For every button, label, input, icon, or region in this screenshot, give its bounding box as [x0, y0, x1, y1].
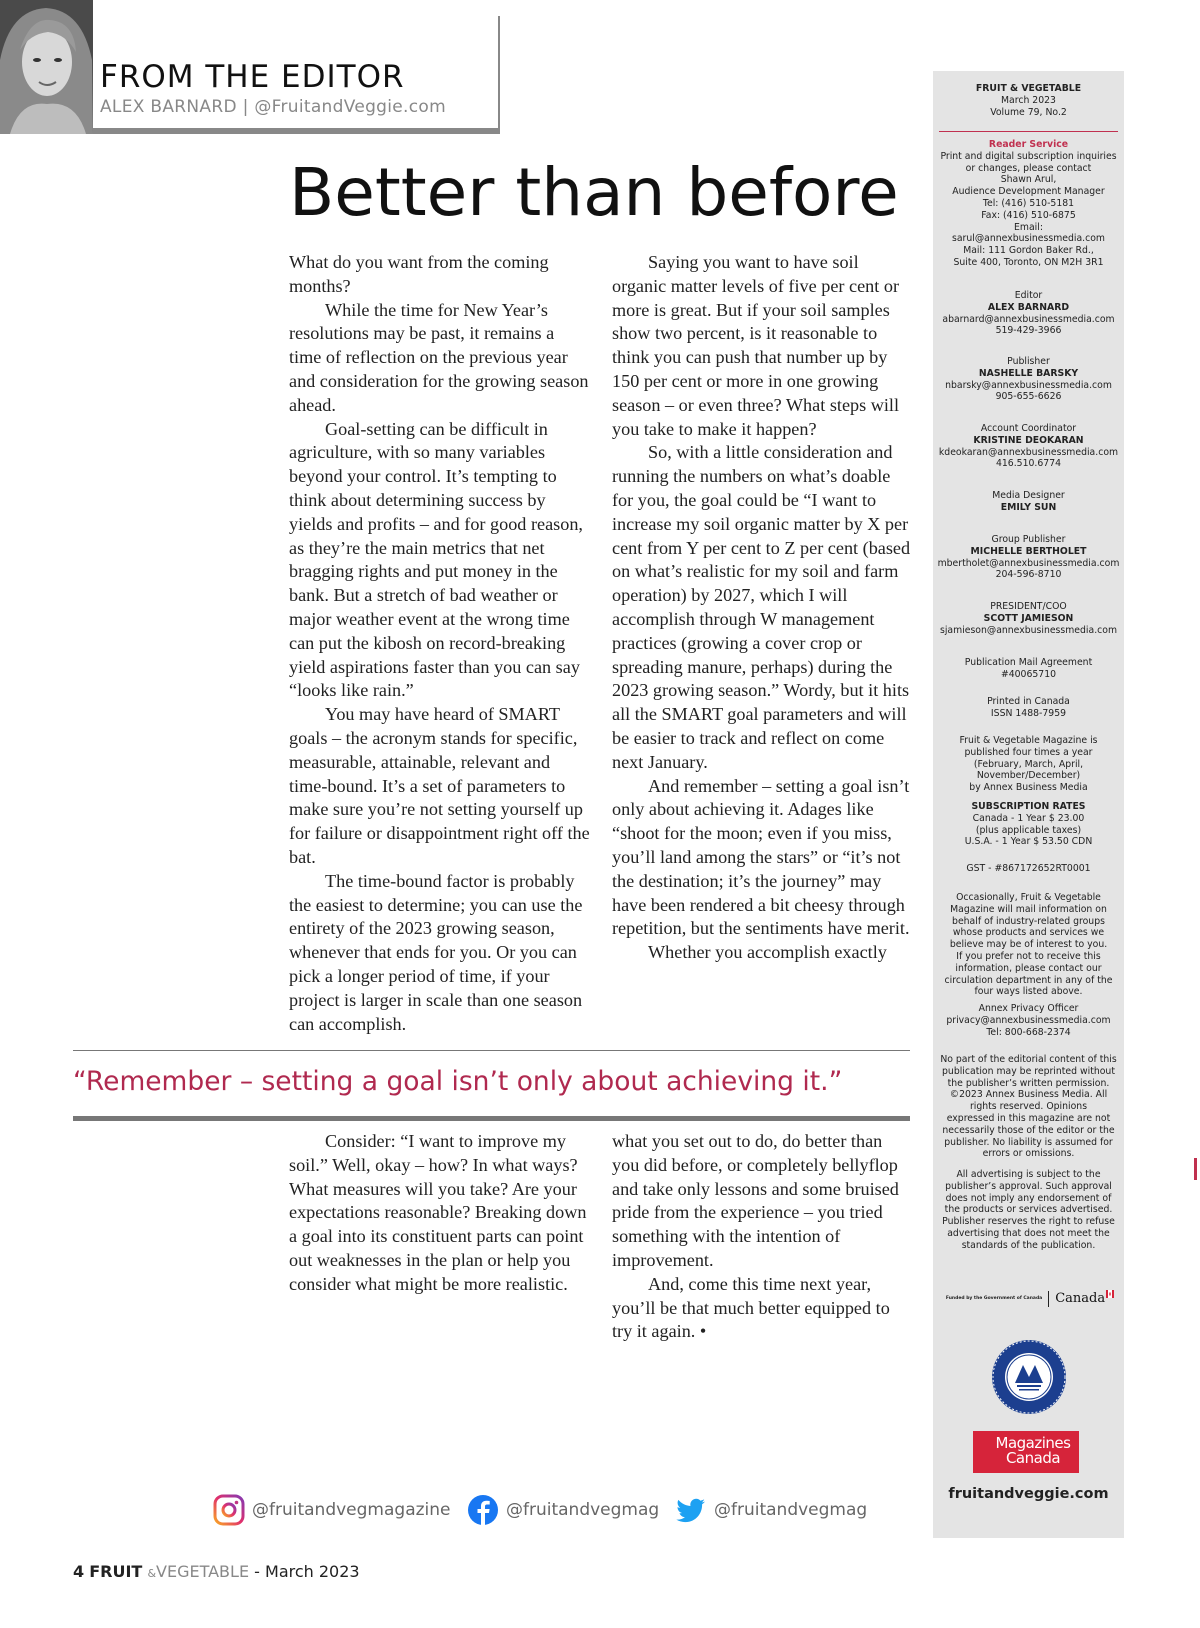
mailing-line: four ways listed above.	[974, 986, 1083, 998]
freq-line: published four times a year	[964, 746, 1093, 758]
ad-line: the products or services advertised.	[944, 1204, 1113, 1216]
masthead-volume: Volume 79, No.2	[990, 106, 1067, 118]
social-facebook[interactable]	[467, 1494, 659, 1526]
instagram-handle: @fruitandvegmagazine	[252, 1500, 451, 1520]
paragraph: You may have heard of SMART goals – the acronym stands for specific, measurable, attainable, relevant and time-bound. It’s a set of parameters to make sure you’re not setting yourself up for failure or disappointment right off the bat.	[289, 704, 590, 867]
account-email[interactable]: kdeokaran@annexbusinessmedia.com	[938, 446, 1119, 458]
masthead-rule	[939, 131, 1118, 132]
masthead-designer	[933, 490, 1124, 514]
ad-line: standards of the publication.	[961, 1239, 1096, 1251]
magazines-canada-line: Magazines	[995, 1434, 1071, 1452]
publisher-email[interactable]: nbarsky@annexbusinessmedia.com	[945, 379, 1112, 391]
privacy-role: Annex Privacy Officer	[978, 1003, 1079, 1014]
footer-date: - March 2023	[249, 1562, 360, 1581]
footer-fruit: FRUIT	[89, 1562, 143, 1581]
mail-agreement-label: Publication Mail Agreement	[964, 657, 1093, 668]
rs-email-link[interactable]: sarul@annexbusinessmedia.com	[952, 233, 1105, 245]
logo-divider	[1048, 1291, 1049, 1307]
ad-line: All advertising is subject to the	[956, 1169, 1101, 1180]
rs-line: Fax: (416) 510-6875	[981, 209, 1076, 221]
mailing-line: Magazine will mail information on	[950, 903, 1107, 915]
byline	[100, 99, 446, 116]
masthead-mail-agreement	[933, 657, 1124, 681]
website-link[interactable]: fruitandveggie.com	[948, 1486, 1109, 1502]
mail-agreement-number: #40065710	[1000, 668, 1057, 680]
instagram-icon	[213, 1494, 245, 1526]
editor-email[interactable]: abarnard@annexbusinessmedia.com	[942, 313, 1115, 325]
page-number: 4	[73, 1562, 85, 1581]
freq-line: Fruit & Vegetable Magazine is	[959, 735, 1098, 746]
masthead-privacy	[933, 1003, 1124, 1038]
paragraph: what you set out to do, do better than you did before, or completely bellyflop and take only lessons and some bruised pride from the experience – you tried something with the intention of improvement.	[612, 1131, 899, 1270]
mailing-line: information, please contact our	[955, 962, 1102, 974]
president-role: PRESIDENT/COO	[990, 601, 1067, 612]
mailing-line: circulation department in any of the	[944, 974, 1113, 986]
paragraph: So, with a little consideration and running the numbers on what’s doable for you, the goal could be “I want to increase my soil organic matter by X per cent from Y per cent to Z per cent (based on what’s realistic for my soil and farm operation) by 2027, which I will accomplish through W management practices (growing a cover crop or spreading manure, perhaps) during the 2023 growing season.” Wordy, but it hits all the SMART goal parameters and will be easier to track and reflect on come next January.	[612, 442, 911, 772]
canada-flag-icon	[1106, 1290, 1114, 1298]
masthead-president	[933, 601, 1124, 636]
rights-line: necessarily those of the editor or the	[942, 1124, 1115, 1136]
mailing-line: behalf of industry-related groups	[952, 915, 1105, 927]
freq-line: (February, March, April,	[973, 758, 1084, 770]
facebook-handle: @fruitandvegmag	[506, 1500, 660, 1520]
masthead-mailing-notice	[933, 892, 1124, 998]
twitter-icon	[675, 1494, 707, 1526]
header-divider-vertical	[498, 16, 500, 134]
group-name: MICHELLE BERTHOLET	[970, 545, 1087, 557]
headline: Better than before	[289, 154, 899, 231]
rs-line: Email:	[1014, 221, 1043, 233]
magazines-canada-line: Canada	[1005, 1449, 1061, 1467]
masthead-rights	[933, 1054, 1124, 1160]
facebook-icon	[467, 1494, 499, 1526]
ad-line: advertising that does not meet the	[947, 1227, 1110, 1239]
byline-name: ALEX BARNARD	[100, 97, 237, 117]
masthead-printed	[933, 696, 1124, 720]
designer-name: EMILY SUN	[1000, 501, 1057, 513]
social-twitter[interactable]	[675, 1494, 867, 1526]
rs-line: or changes, please contact	[965, 162, 1092, 174]
rate-line: (plus applicable taxes)	[975, 824, 1082, 836]
masthead-editor	[933, 290, 1124, 337]
group-role: Group Publisher	[991, 534, 1066, 545]
rs-line: Print and digital subscription inquiries	[940, 150, 1117, 162]
rights-line: No part of the editorial content of this	[940, 1054, 1117, 1065]
rs-line: Mail: 111 Gordon Baker Rd.,	[963, 245, 1094, 257]
privacy-email[interactable]: privacy@annexbusinessmedia.com	[946, 1014, 1111, 1026]
paragraph: Saying you want to have soil organic matter levels of five per cent or more is great. But if your soil samples show two percent, is it reasonable to think you can push that number up by 150 per cent or more in one growing season – or even three? What steps will you take to make it happen?	[612, 252, 900, 439]
masthead-publisher	[933, 356, 1124, 403]
ad-line: does not imply any endorsement of	[945, 1192, 1112, 1204]
editor-phone: 519-429-3966	[995, 325, 1062, 337]
paragraph: Goal-setting can be difficult in agriculture, with so many variables beyond your control. It’s tempting to think about determining success by yields and profits – and for good reason, as they’re the main metrics that net bragging rights and put money in the bank. But a stretch of bad weather or major weather event at the wrong time can put the kibosh on record-breaking yield aspirations faster than you can say “looks like rain.”	[289, 418, 583, 701]
rs-line: Suite 400, Toronto, ON M2H 3R1	[953, 256, 1104, 268]
paragraph: What do you want from the coming months?	[289, 252, 549, 296]
magazines-canada-logo	[973, 1431, 1079, 1473]
rs-line: Shawn Arul,	[1000, 174, 1057, 186]
pull-quote-rule-top	[73, 1050, 910, 1051]
mailing-line: Occasionally, Fruit & Vegetable	[956, 892, 1101, 903]
footer-amp: &	[147, 1567, 157, 1580]
president-name: SCOTT JAMIESON	[983, 612, 1074, 624]
pull-quote: “Remember – setting a goal isn’t only about achieving it.”	[73, 1066, 843, 1097]
group-phone: 204-596-8710	[995, 569, 1062, 581]
byline-separator: |	[242, 97, 249, 117]
rights-line: the publisher’s written permission.	[947, 1077, 1110, 1089]
rate-line: U.S.A. - 1 Year $ 53.50 CDN	[964, 836, 1093, 848]
editor-photo	[0, 0, 93, 134]
publisher-phone: 905-655-6626	[995, 391, 1062, 403]
rights-line: expressed in this magazine are not	[946, 1112, 1111, 1124]
issn: ISSN 1488-7959	[990, 707, 1067, 719]
paragraph: While the time for New Year’s resolutions may be past, it remains a time of reflection on the previous year and consideration for the growing season ahead.	[289, 299, 589, 415]
masthead-frequency	[933, 735, 1124, 794]
account-name: KRISTINE DEOKARAN	[973, 434, 1084, 446]
masthead-reader-service	[933, 139, 1124, 269]
account-role: Account Coordinator	[980, 423, 1077, 434]
pull-quote-rule-bottom	[73, 1116, 910, 1121]
rights-line: publication may be reprinted without	[942, 1065, 1115, 1077]
editor-role: Editor	[1014, 290, 1043, 301]
certified-seal-icon	[991, 1339, 1067, 1415]
social-instagram[interactable]	[213, 1494, 451, 1526]
masthead-account	[933, 423, 1124, 470]
publisher-role: Publisher	[1007, 356, 1050, 367]
paragraph: Whether you accomplish exactly	[648, 942, 887, 963]
masthead-pub-info	[933, 83, 1124, 118]
rights-line: rights reserved. Opinions	[969, 1101, 1088, 1113]
editor-portrait-icon	[0, 0, 93, 134]
masthead-advertising	[933, 1169, 1124, 1252]
mailing-line: If you prefer not to receive this	[956, 950, 1101, 962]
rights-line: errors or omissions.	[982, 1148, 1075, 1160]
canada-wordmark: Canada	[1055, 1291, 1106, 1307]
account-phone: 416.510.6774	[995, 458, 1062, 470]
masthead-rates	[933, 801, 1124, 848]
group-email[interactable]: mbertholet@annexbusinessmedia.com	[937, 557, 1120, 569]
designer-role: Media Designer	[992, 490, 1065, 501]
masthead-sidebar	[933, 71, 1124, 1538]
rights-line: ©2023 Annex Business Media. All	[949, 1089, 1108, 1101]
printed-in: Printed in Canada	[987, 696, 1070, 707]
president-email[interactable]: sjamieson@annexbusinessmedia.com	[939, 624, 1118, 636]
government-of-canada-logo	[945, 1289, 1115, 1309]
page-footer	[73, 1564, 360, 1580]
privacy-phone: Tel: 800-668-2374	[986, 1026, 1071, 1038]
masthead-group-publisher	[933, 534, 1124, 581]
masthead-gst: GST - #867172652RT0001	[966, 863, 1091, 874]
mailing-line: whose products and services we	[952, 927, 1105, 939]
rate-line: Canada - 1 Year $ 23.00	[972, 812, 1085, 824]
rates-title: SUBSCRIPTION RATES	[971, 801, 1086, 812]
freq-line: November/December)	[976, 770, 1081, 782]
rs-line: Audience Development Manager	[952, 186, 1105, 198]
header-divider-horizontal	[93, 128, 500, 134]
twitter-handle: @fruitandvegmag	[714, 1500, 868, 1520]
rs-line: Tel: (416) 510-5181	[982, 197, 1075, 209]
department-title: FROM THE EDITOR	[100, 59, 405, 95]
paragraph: And remember – setting a goal isn’t only about achieving it. Adages like “shoot for the moon; even if you miss, you’ll land among the stars” or “it’s not the destination; it’s the journey” may have been rendered a bit cheesy through repetition, but the sentiments have merit.	[612, 775, 910, 939]
paragraph: Consider: “I want to improve my soil.” Well, okay – how? In what ways? What measures will you take? Are your expectations reasonable? Breaking down a goal into its constituent parts can point out weaknesses in the plan or help you consider what might be more realistic.	[289, 1131, 587, 1294]
footer-vegetable: VEGETABLE	[156, 1562, 250, 1581]
freq-line: by Annex Business Media	[969, 782, 1088, 794]
mailing-line: believe may be of interest to you.	[949, 939, 1108, 951]
funded-by-text: Funded by the Government of Canada	[945, 1296, 1043, 1302]
publisher-name: NASHELLE BARSKY	[978, 367, 1079, 379]
ad-line: Publisher reserves the right to refuse	[942, 1216, 1115, 1228]
paragraph: And, come this time next year, you’ll be that much better equipped to try it again. •	[612, 1273, 890, 1342]
byline-handle: @FruitandVeggie.com	[254, 97, 446, 117]
ad-line: publisher’s approval. Such approval	[945, 1180, 1112, 1192]
paragraph: The time-bound factor is probably the easiest to determine; you can use the entirety of the 2023 growing season, whenever that ends for you. Or you can pick a longer period of time, if your project is larger in scale than one season can accomplish.	[289, 870, 583, 1034]
page-edge-mark	[1194, 1158, 1197, 1180]
rights-line: publisher. No liability is assumed for	[944, 1136, 1113, 1148]
article-column-1	[289, 251, 591, 1036]
editor-name: ALEX BARNARD	[987, 301, 1070, 313]
article-column-3	[289, 1130, 591, 1297]
article-column-2	[612, 251, 912, 965]
article-column-4	[612, 1130, 912, 1344]
masthead-pub-title: FRUIT & VEGETABLE	[975, 83, 1082, 94]
masthead-issue-date: March 2023	[1001, 94, 1056, 106]
reader-service-title: Reader Service	[988, 139, 1069, 150]
